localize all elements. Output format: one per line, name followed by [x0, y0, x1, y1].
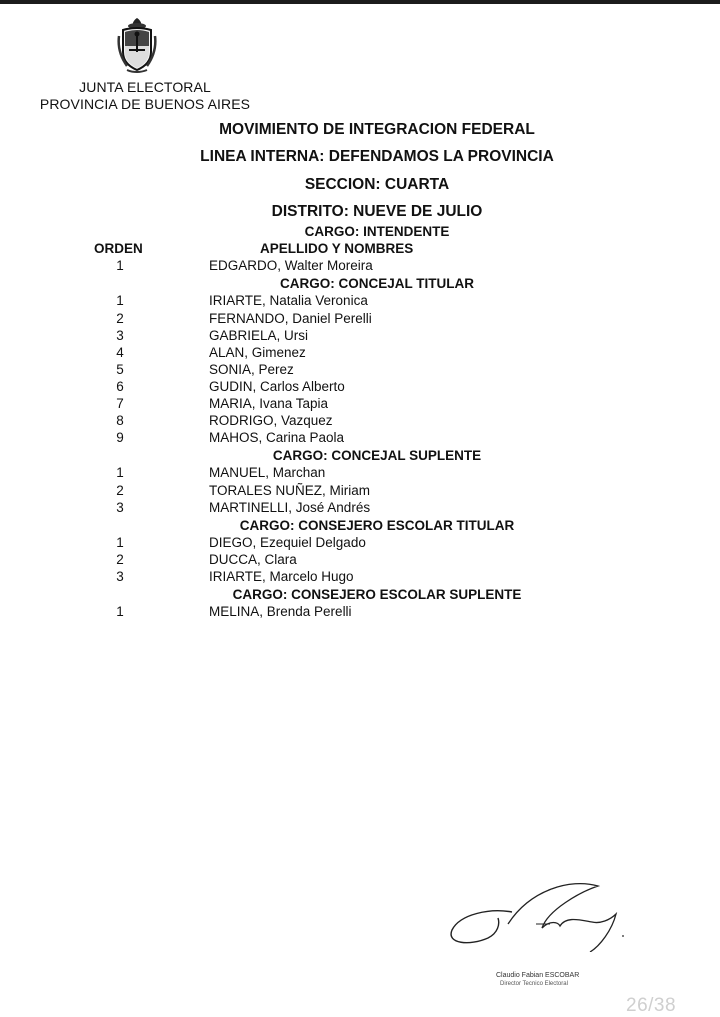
candidate-name: IRIARTE, Natalia Veronica	[209, 293, 368, 309]
orden-number: 1	[116, 293, 124, 309]
orden-number: 5	[116, 361, 124, 377]
candidate-row	[0, 535, 720, 552]
column-header-apellido: APELLIDO Y NOMBRES	[260, 241, 414, 257]
orden-number: 3	[116, 569, 124, 584]
signature	[440, 880, 640, 952]
candidate-row	[0, 379, 720, 396]
orden-number: 3	[116, 499, 124, 515]
distrito: DISTRITO: NUEVE DE JULIO	[271, 203, 483, 220]
candidate-row	[0, 552, 720, 569]
candidate-row	[0, 362, 720, 379]
column-header-orden: ORDEN	[94, 241, 143, 257]
candidate-name: TORALES NUÑEZ, Miriam	[209, 482, 371, 498]
candidate-name: GUDIN, Carlos Alberto	[209, 378, 345, 394]
orden-number: 1	[116, 534, 124, 550]
candidate-row	[0, 500, 720, 517]
candidate-row	[0, 396, 720, 413]
candidate-name: FERNANDO, Daniel Perelli	[209, 310, 372, 326]
org-name-line2: PROVINCIA DE BUENOS AIRES	[39, 96, 251, 112]
orden-number: 4	[116, 344, 124, 360]
candidate-row	[0, 258, 720, 275]
orden-number: 1	[116, 604, 124, 620]
candidate-row	[0, 483, 720, 500]
candidate-name: MAHOS, Carina Paola	[209, 430, 345, 446]
page-indicator: 26/38	[626, 995, 677, 1016]
provincial-seal-icon	[117, 16, 157, 74]
cargo-heading: CARGO: INTENDENTE	[304, 224, 450, 239]
candidate-name: DUCCA, Clara	[209, 551, 297, 567]
orden-number: 1	[116, 258, 124, 274]
signature-role: Director Tecnico Electoral	[500, 981, 568, 987]
candidate-row	[0, 345, 720, 362]
candidate-row	[0, 604, 720, 621]
linea-interna: LINEA INTERNA: DEFENDAMOS LA PROVINCIA	[200, 148, 554, 165]
cargo-heading: CARGO: CONCEJAL SUPLENTE	[272, 448, 482, 464]
candidate-name: ALAN, Gimenez	[209, 344, 306, 360]
orden-number: 7	[116, 396, 124, 411]
orden-number: 3	[116, 327, 124, 343]
candidate-name: IRIARTE, Marcelo Hugo	[209, 569, 354, 584]
candidate-row	[0, 311, 720, 328]
orden-number: 1	[116, 465, 124, 481]
candidate-name: MELINA, Brenda Perelli	[209, 604, 352, 620]
top-bar	[0, 0, 720, 4]
candidate-name: DIEGO, Ezequiel Delgado	[209, 534, 366, 550]
candidate-row	[0, 465, 720, 482]
candidate-name: RODRIGO, Vazquez	[209, 413, 333, 429]
orden-number: 8	[116, 413, 124, 429]
orden-number: 6	[116, 378, 124, 394]
candidate-row	[0, 328, 720, 345]
org-name-line1: JUNTA ELECTORAL	[79, 79, 211, 95]
candidate-row	[0, 430, 720, 447]
orden-number: 9	[116, 430, 124, 446]
candidate-row	[0, 413, 720, 430]
signature-name: Claudio Fabian ESCOBAR	[496, 972, 580, 979]
candidate-row	[0, 569, 720, 586]
party-name: MOVIMIENTO DE INTEGRACION FEDERAL	[219, 121, 535, 138]
cargo-heading: CARGO: CONSEJERO ESCOLAR SUPLENTE	[232, 587, 522, 603]
candidate-name: MARTINELLI, José Andrés	[209, 499, 371, 515]
candidate-name: GABRIELA, Ursi	[209, 327, 309, 343]
cargo-heading: CARGO: CONSEJERO ESCOLAR TITULAR	[239, 517, 515, 533]
candidate-name: MANUEL, Marchan	[209, 465, 326, 481]
candidate-name: MARIA, Ivana Tapia	[209, 396, 329, 411]
orden-number: 2	[116, 310, 124, 326]
candidate-name: SONIA, Perez	[209, 361, 294, 377]
candidate-row	[0, 293, 720, 310]
orden-number: 2	[116, 551, 124, 567]
candidate-name: EDGARDO, Walter Moreira	[209, 258, 373, 274]
orden-number: 2	[116, 482, 124, 498]
seccion: SECCION: CUARTA	[304, 176, 450, 193]
cargo-heading: CARGO: CONCEJAL TITULAR	[280, 276, 474, 292]
